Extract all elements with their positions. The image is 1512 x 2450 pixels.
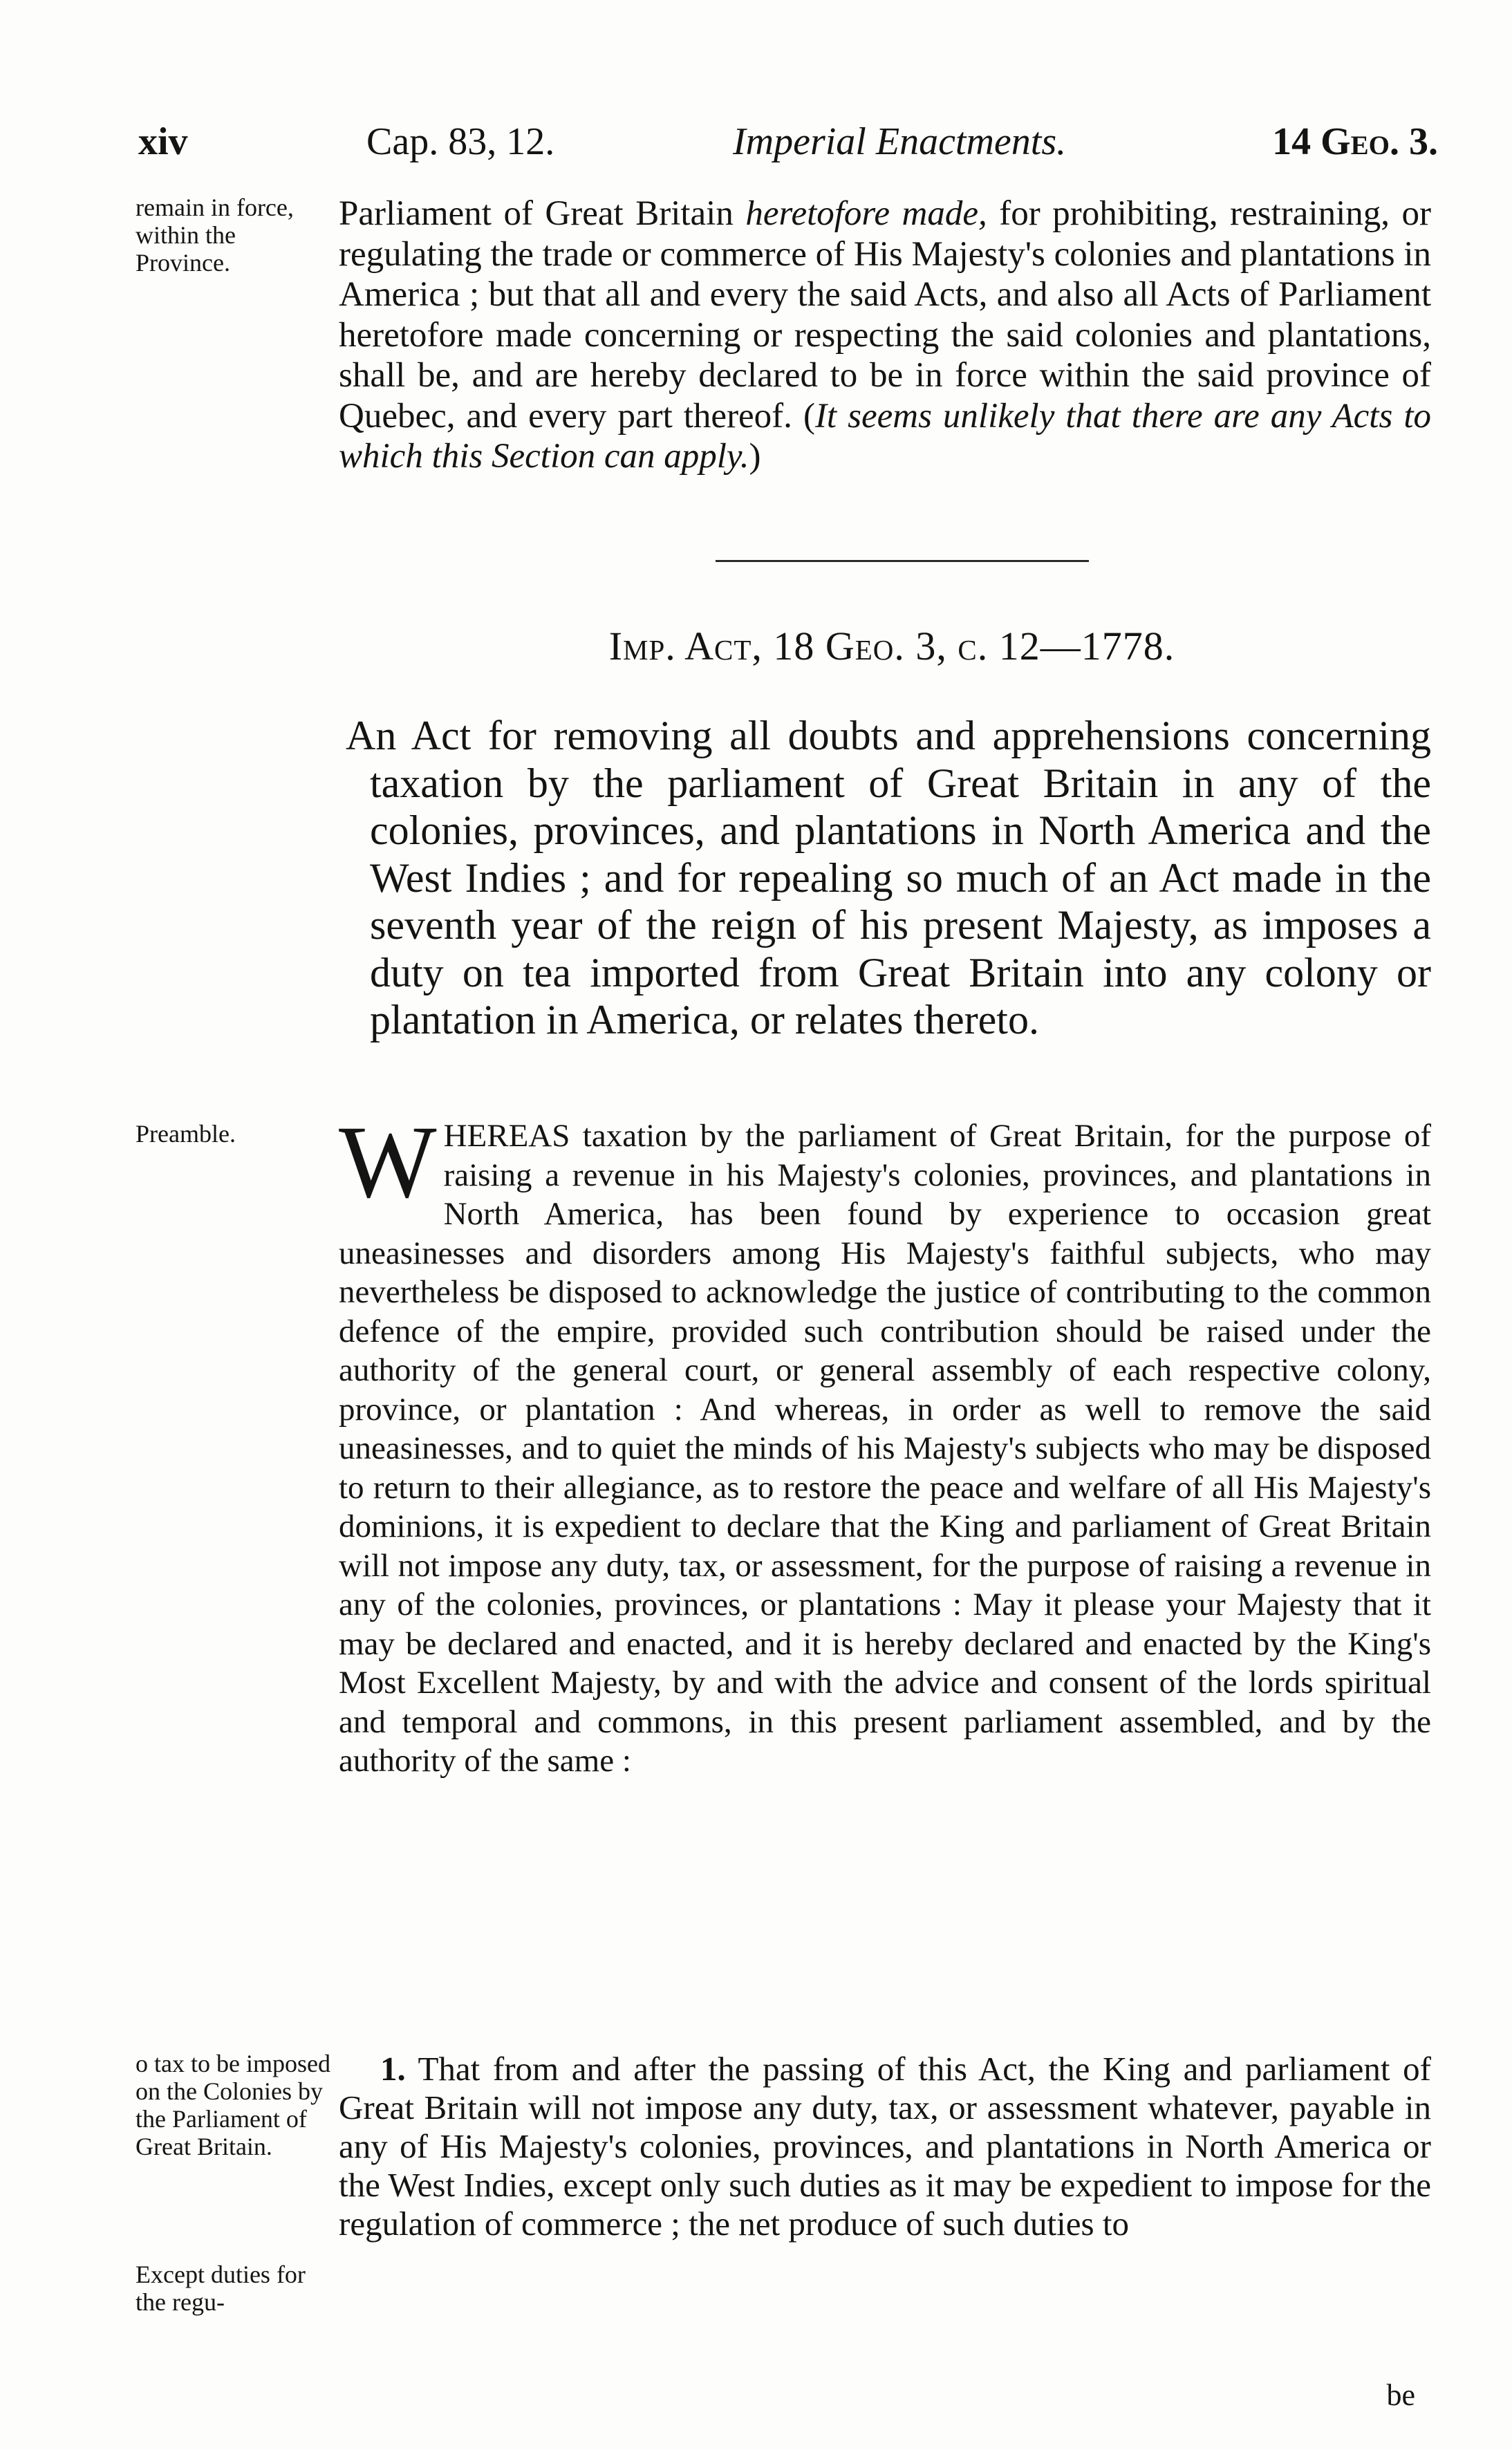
preamble-text: HEREAS taxation by the parliament of Great Britain, for the purpose of raising a revenue in his Majesty's colonies, provinces, and plantations in North America, has been found by experience to occasion great uneasinesses and disorders among His Majesty's faithful subjects, who may nevertheless be disposed to acknowledge the justice of contributing to the common defence of the empire, provided such contribution should be raised under the authority of the general court, or general assembly of each respective colony, province, or plantation : And whereas, in order as well to remove the said uneasinesses, and to quiet the minds of his Majesty's subjects who may be disposed to return to their allegiance, as to restore the peace and welfare of all His Majesty's dominions, it is expedient to declare that the King and parliament of Great Britain will not impose any duty, tax, or assessment, for the purpose of raising a revenue in any of the colonies, provinces, or plantations : May it please your Majesty that it may be declared and enacted, and it is hereby declared and enacted by the King's Most Excellent Majesty, by and with the advice and consent of the lords spiritual and temporal and commons, in this present parliament assembled, and by the authority of the same :	[339, 1118, 1431, 1779]
preamble	[339, 1105, 1431, 1781]
running-header	[138, 118, 1438, 173]
top-paragraph-italic: heretofore made,	[745, 194, 987, 233]
margin-note-except-duties: Except duties for the regu-	[136, 2261, 306, 2316]
editorial-note-close: )	[749, 437, 761, 476]
section-1-text: That from and after the passing of this Act, the King and parliament of Great Britain will not impose any duty, tax, or assessment whatever, payable in any of His Majesty's colonies, provinces, and plantations in North America or the West Indies, except only such duties as it may be expedient to impose for the regulation of commerce ; the net produce of such duties to	[339, 2050, 1431, 2243]
section-divider	[716, 560, 1089, 562]
margin-note-no-tax: o tax to be imposed on the Colonies by the Parliament of Great Britain.	[136, 2050, 330, 2160]
top-paragraph	[339, 194, 1431, 477]
long-title-text: An Act for removing all doubts and apprehensions concerning taxation by the parliament of Great Britain in any of the colonies, provinces, and plantations in North America and the West Indies ; and for repealing so much of an Act made in the seventh year of the reign of his present Majesty, as imposes a duty on tea imported from Great Britain into any colony or plantation in America, or relates thereto.	[346, 713, 1431, 1042]
section-number: 1.	[380, 2050, 406, 2088]
editorial-note: It seems unlikely that there are any Acts to which this Section can apply.	[339, 396, 1432, 476]
catchword: be	[1386, 2378, 1415, 2412]
act-long-title	[346, 712, 1431, 1044]
drop-cap: W	[339, 1105, 437, 1219]
margin-note-preamble: Preamble.	[136, 1120, 236, 1148]
chapter-reference: Cap. 83, 12.	[366, 120, 555, 163]
top-paragraph-text-2: for prohibiting, restraining, or regulating the trade or commerce of His Majesty's colonies and plantations in America ; but that all and every the said Acts, and also all Acts of Parliament heretofore made concerning or respecting the said colonies and plantations, shall be, and are hereby declared to be in force within the said province of Quebec, and every part thereof. (	[339, 194, 1431, 436]
section-1	[339, 2050, 1431, 2243]
top-paragraph-text: Parliament of Great Britain	[339, 194, 746, 233]
act-heading: Imp. Act, 18 Geo. 3, c. 12—1778.	[608, 624, 1175, 668]
regnal-year: 14 Geo. 3.	[1272, 120, 1438, 163]
running-title: Imperial Enactments.	[733, 120, 1067, 163]
margin-note-remain-in-force: remain in force, within the Province.	[136, 194, 294, 277]
page-number: xiv	[138, 120, 188, 163]
